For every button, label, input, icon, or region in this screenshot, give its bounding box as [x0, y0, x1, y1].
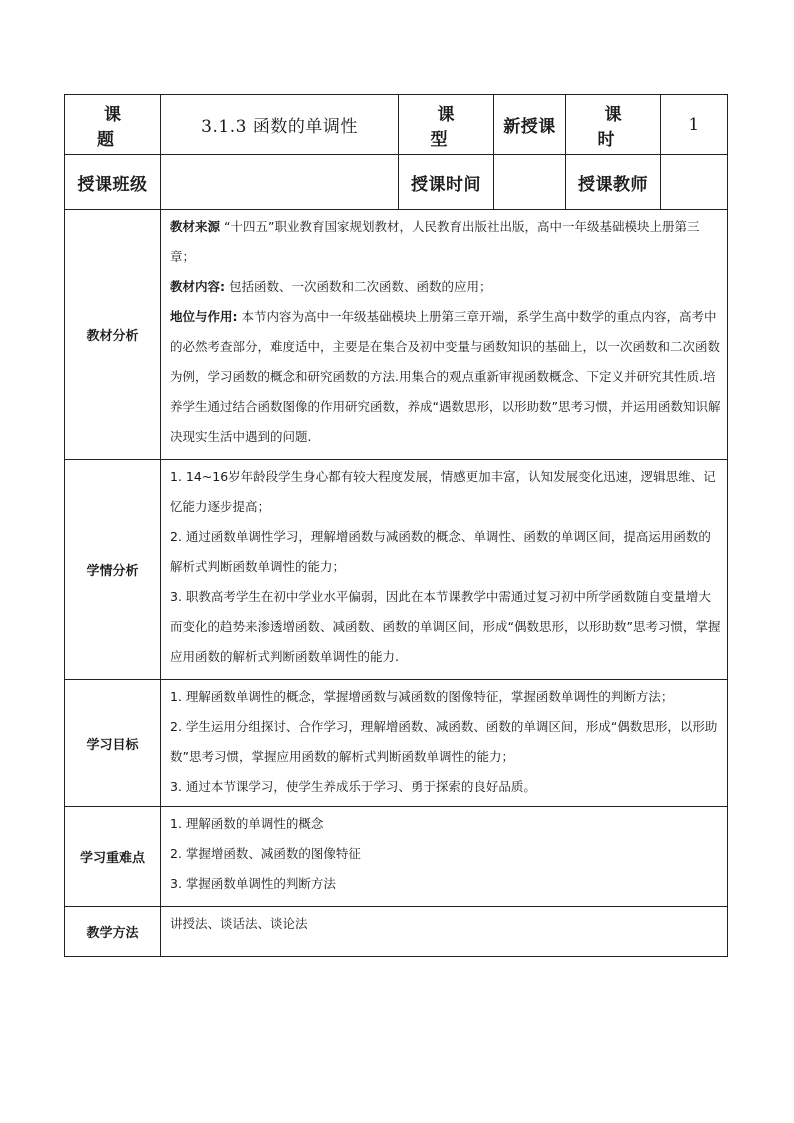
- jiaocai-role-text: 本节内容为高中一年级基础模块上册第三章开端，系学生高中数学的重点内容，高考中的必然考查部分，难度适中，主要是在集合及初中变量与函数知识的基础上，以一次函数和二次函数为例，学习函数的概念和研究函数的方法.用集合的观点重新审视函数概念、下定义并研究其性质.培养学生通过结合函数图像的作用研究函数，养成“遇数思形，以形助数”思考习惯，并运用函数知识解决现实生活中遇到的问题.: [170, 309, 721, 444]
- jiaocai-row: [65, 210, 728, 460]
- jiaocai-source: [170, 212, 721, 272]
- jiaocai-content-text: 包括函数、一次函数和二次函数、函数的应用；: [225, 279, 492, 294]
- class-info-row: [65, 155, 728, 210]
- teacher-label: 授课教师: [566, 155, 661, 210]
- jiaocai-role: [170, 302, 721, 452]
- class-value: [161, 155, 399, 210]
- zhongnan-item: 3. 掌握函数单调性的判断方法: [170, 876, 336, 891]
- zhongnan-label: 学习重难点: [65, 807, 161, 907]
- jiaocai-role-title: 地位与作用:: [170, 309, 238, 324]
- mubiao-content: [161, 680, 728, 807]
- fangfa-content: [161, 907, 728, 957]
- jiaocai-content-line: [170, 272, 721, 302]
- class-label: 授课班级: [65, 155, 161, 210]
- mubiao-row: [65, 680, 728, 807]
- ke-ti-value: 3.1.3 函数的单调性: [161, 95, 399, 155]
- ke-xing-label: 课 型: [399, 95, 494, 155]
- fangfa-text: 讲授法、谈话法、谈论法: [170, 916, 308, 931]
- ke-xing-value: 新授课: [494, 95, 566, 155]
- jiaocai-content-title: 教材内容:: [170, 279, 225, 294]
- xueqing-item: 3. 职教高考学生在初中学业水平偏弱，因此在本节课教学中需通过复习初中所学函数随自变量增大而变化的趋势来渗透增函数、减函数、函数的单调区间，形成“偶数思形，以形助数”思考习惯，掌握应用函数的解析式判断函数单调性的能力.: [170, 589, 721, 664]
- header-row: [65, 95, 728, 155]
- lesson-plan-table: [64, 94, 728, 957]
- teacher-value: [661, 155, 728, 210]
- mubiao-item: 3. 通过本节课学习，使学生养成乐于学习、勇于探索的良好品质。: [170, 779, 536, 794]
- fangfa-row: [65, 907, 728, 957]
- ke-shi-value: 1: [661, 95, 728, 155]
- zhongnan-row: [65, 807, 728, 907]
- zhongnan-item: 2. 掌握增函数、减函数的图像特征: [170, 846, 361, 861]
- xueqing-item: 1. 14~16岁年龄段学生身心都有较大程度发展，情感更加丰富，认知发展变化迅速，逻辑思维、记忆能力逐步提高；: [170, 469, 716, 514]
- mubiao-item: 1. 理解函数单调性的概念，掌握增函数与减函数的图像特征，掌握函数单调性的判断方法；: [170, 689, 674, 704]
- xueqing-item: 2. 通过函数单调性学习，理解增函数与减函数的概念、单调性、函数的单调区间，提高运用函数的解析式判断函数单调性的能力；: [170, 529, 711, 574]
- xueqing-label: 学情分析: [65, 460, 161, 680]
- jiaocai-content: [161, 210, 728, 460]
- mubiao-label: 学习目标: [65, 680, 161, 807]
- mubiao-item: 2. 学生运用分组探讨、合作学习，理解增函数、减函数、函数的单调区间，形成“偶数思形，以形助数”思考习惯，掌握应用函数的解析式判断函数单调性的能力；: [170, 719, 718, 764]
- zhongnan-content: [161, 807, 728, 907]
- time-label: 授课时间: [399, 155, 494, 210]
- jiaocai-source-text: “十四五”职业教育国家规划教材，人民教育出版社出版，高中一年级基础模块上册第三章；: [170, 219, 700, 264]
- jiaocai-label: 教材分析: [65, 210, 161, 460]
- xueqing-content: [161, 460, 728, 680]
- zhongnan-item: 1. 理解函数的单调性的概念: [170, 816, 324, 831]
- fangfa-label: 教学方法: [65, 907, 161, 957]
- xueqing-row: [65, 460, 728, 680]
- jiaocai-source-title: 教材来源: [170, 219, 221, 234]
- ke-shi-label: 课 时: [566, 95, 661, 155]
- ke-ti-label: 课 题: [65, 95, 161, 155]
- time-value: [494, 155, 566, 210]
